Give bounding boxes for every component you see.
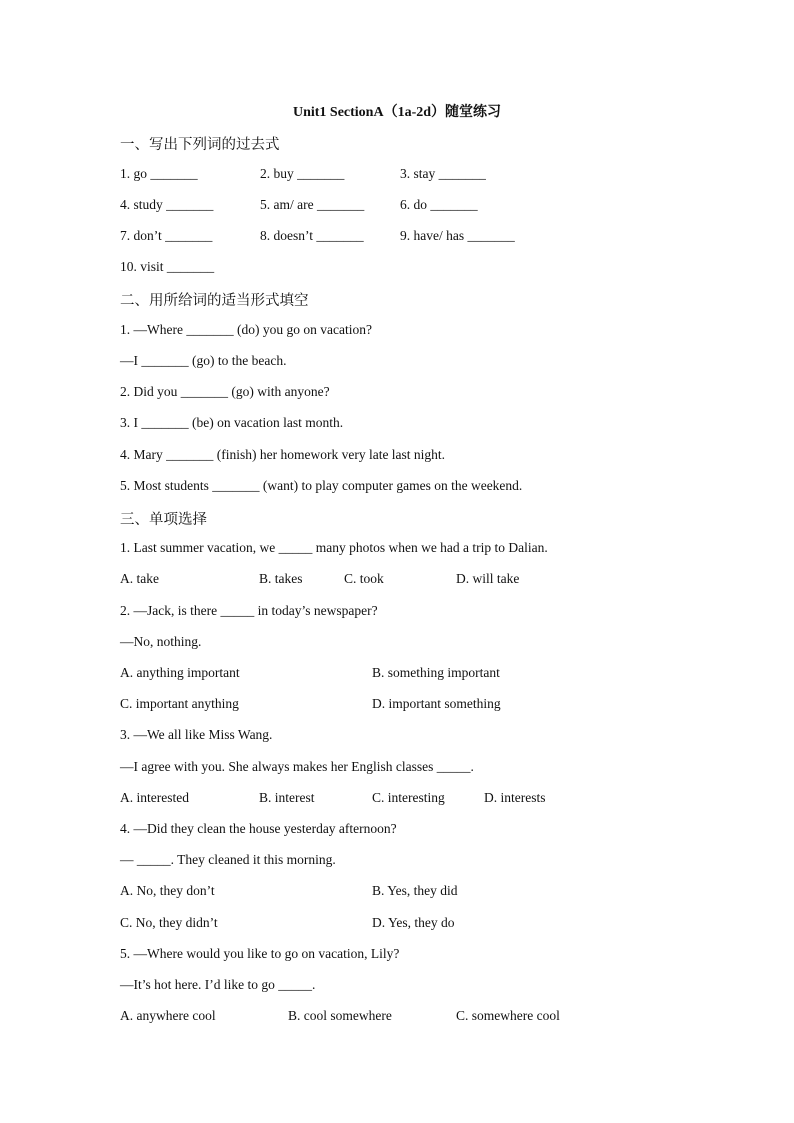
option: A. anything important bbox=[120, 665, 240, 680]
fill-blank-line: 2. Did you _______ (go) with anyone? bbox=[120, 384, 330, 399]
option: A. interested bbox=[120, 790, 189, 805]
option: A. take bbox=[120, 571, 159, 586]
option: C. important anything bbox=[120, 696, 239, 711]
question-3: 3. —We all like Miss Wang. bbox=[120, 727, 273, 742]
fill-blank-line: 1. —Where _______ (do) you go on vacation? bbox=[120, 322, 372, 337]
option: A. No, they don’t bbox=[120, 883, 215, 898]
past-tense-item: 8. doesn’t _______ bbox=[260, 228, 364, 243]
past-tense-item: 5. am/ are _______ bbox=[260, 197, 365, 212]
option: D. interests bbox=[484, 790, 546, 805]
section-heading-1: 一、写出下列词的过去式 bbox=[120, 137, 280, 153]
question-2: 2. —Jack, is there _____ in today’s newspaper? bbox=[120, 603, 378, 618]
fill-blank-line: —I _______ (go) to the beach. bbox=[120, 353, 287, 368]
option: A. anywhere cool bbox=[120, 1008, 216, 1023]
question-4: 4. —Did they clean the house yesterday afternoon? bbox=[120, 821, 397, 836]
option: C. interesting bbox=[372, 790, 445, 805]
past-tense-item: 6. do _______ bbox=[400, 197, 478, 212]
past-tense-item: 4. study _______ bbox=[120, 197, 214, 212]
option: C. No, they didn’t bbox=[120, 915, 218, 930]
question-3-reply: —I agree with you. She always makes her English classes _____. bbox=[120, 759, 474, 774]
option: B. interest bbox=[259, 790, 315, 805]
option: B. takes bbox=[259, 571, 303, 586]
option: D. important something bbox=[372, 696, 501, 711]
question-5: 5. —Where would you like to go on vacation, Lily? bbox=[120, 946, 400, 961]
past-tense-item: 7. don’t _______ bbox=[120, 228, 213, 243]
fill-blank-line: 5. Most students _______ (want) to play computer games on the weekend. bbox=[120, 478, 523, 493]
question-4-reply: — _____. They cleaned it this morning. bbox=[120, 852, 336, 867]
past-tense-item: 9. have/ has _______ bbox=[400, 228, 515, 243]
option: B. something important bbox=[372, 665, 500, 680]
page-title: Unit1 SectionA（1a-2d）随堂练习 bbox=[292, 105, 502, 120]
section-heading-2: 二、用所给词的适当形式填空 bbox=[120, 293, 309, 309]
question-1: 1. Last summer vacation, we _____ many photos when we had a trip to Dalian. bbox=[120, 540, 548, 555]
past-tense-item: 10. visit _______ bbox=[120, 259, 215, 274]
option: C. somewhere cool bbox=[456, 1008, 560, 1023]
option: C. took bbox=[344, 571, 384, 586]
question-2-reply: —No, nothing. bbox=[120, 634, 202, 649]
fill-blank-line: 4. Mary _______ (finish) her homework very late last night. bbox=[120, 447, 446, 462]
question-5-reply: —It’s hot here. I’d like to go _____. bbox=[120, 977, 316, 992]
option: B. Yes, they did bbox=[372, 883, 458, 898]
past-tense-item: 2. buy _______ bbox=[260, 166, 345, 181]
option: D. Yes, they do bbox=[372, 915, 455, 930]
past-tense-item: 3. stay _______ bbox=[400, 166, 486, 181]
fill-blank-line: 3. I _______ (be) on vacation last month. bbox=[120, 415, 344, 430]
option: D. will take bbox=[456, 571, 520, 586]
section-heading-3: 三、单项选择 bbox=[120, 512, 207, 528]
past-tense-item: 1. go _______ bbox=[120, 166, 198, 181]
option: B. cool somewhere bbox=[288, 1008, 392, 1023]
